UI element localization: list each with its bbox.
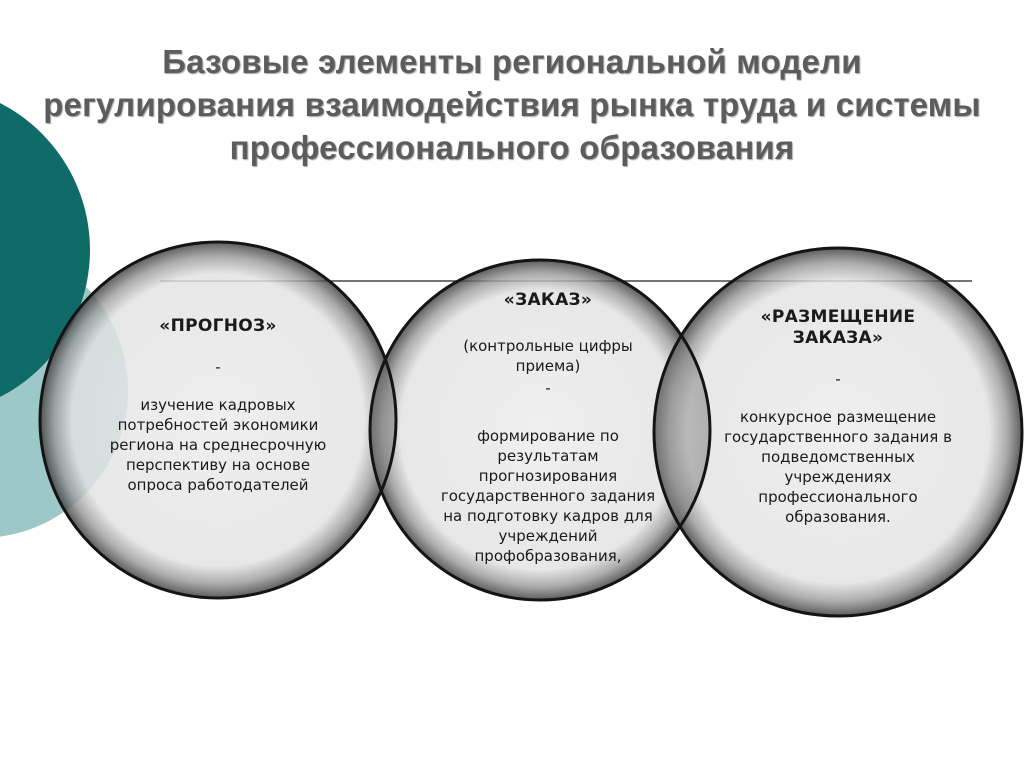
order-body: формирование по результатам прогнозирования государственного задания на подготовку кадров для учреждений профобразования, <box>440 427 656 565</box>
title-line-1: Базовые элементы региональной модели <box>162 43 862 80</box>
order-dash: - <box>545 379 551 397</box>
order-heading: «ЗАКАЗ» <box>503 290 593 310</box>
forecast-heading: «ПРОГНОЗ» <box>159 316 277 336</box>
forecast-dash: - <box>215 358 221 376</box>
title-line-3: профессионального образования <box>229 129 795 166</box>
forecast-body: изучение кадровых потребностей экономики региона на среднесрочную перспективу на основе опроса работодателей <box>109 396 327 494</box>
forecast-text-block <box>100 316 336 495</box>
placement-body: конкурсное размещение государственного задания в подведомственных учреждениях профессионального образования. <box>724 408 952 526</box>
order-note: (контрольные цифры приема) <box>463 337 633 375</box>
placement-heading: «РАЗМЕЩЕНИЕ ЗАКАЗА» <box>760 307 916 348</box>
title-line-2: регулирования взаимодействия рынка труда и системы <box>43 86 981 123</box>
slide-title <box>20 40 1004 169</box>
order-text-block <box>436 290 660 566</box>
placement-dash: - <box>835 370 841 388</box>
placement-text-block <box>716 307 960 527</box>
